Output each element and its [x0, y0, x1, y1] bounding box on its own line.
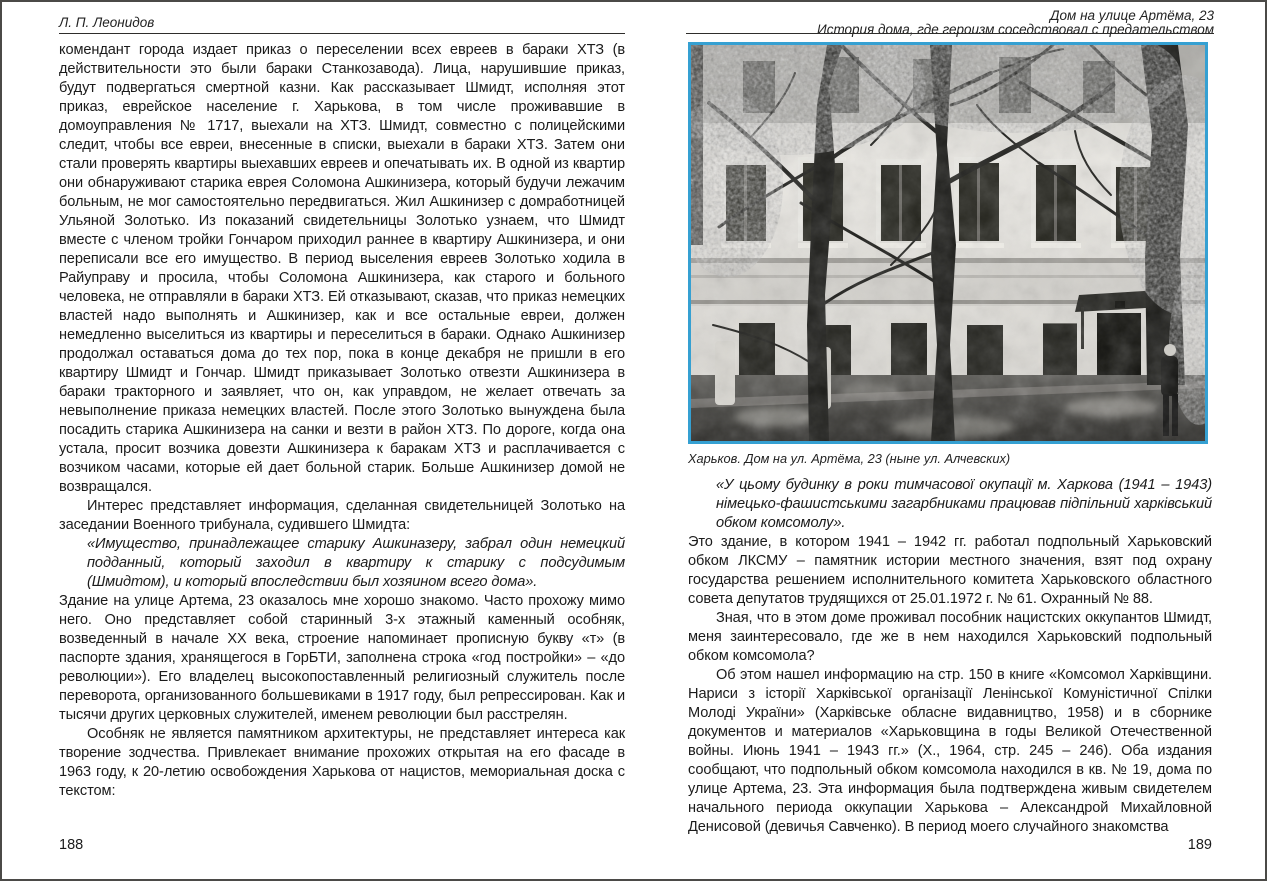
header-rule-right — [686, 33, 1214, 34]
paragraph: Особняк не является памятником архитектуры, не представляет интереса как творение зодчества. Привлекает внимание прохожих открытая на его фасаде в 1963 году, к 20-летию освобождения Харькова от нацистов, мемориальная доска с текстом: — [59, 726, 625, 799]
page-number-left: 188 — [59, 837, 84, 853]
paragraph: Интерес представляет информация, сделанная свидетельницей Золотько на заседании Военного трибунала, судившего Шмидта: — [59, 498, 625, 533]
house-photo — [691, 45, 1205, 441]
running-header-left: Л. П. Леонидов — [59, 15, 155, 30]
paragraph: комендант города издает приказ о переселении всех евреев в бараки ХТЗ (в действительности это были бараки Станкозавода). Лица, нарушившие приказ, будут подвергаться смертной казни. Как рассказывает Шмидт, исполняя этот приказ, еврейское население г. Харькова, в том числе проживавшие в домоуправления № 1717, выехали на ХТЗ. Шмидт, совместно с полицейскими следит, чтобы все евреи, внесенные в списки, выехали в бараки ХТЗ. Затем они стали проверять квартиры выехавших евреев и опечатывать их. В одной из квартир они обнаруживают старика еврея Соломона Ашкинизера, который будучи лежачим больным, не мог самостоятельно передвигаться. Жил Ашкинизер с домработницей Ульяной Золотько. Из показаний свидетельницы Золотько узнаем, что Шмидт вместе с членом тройки Гончаром приходил раннее в квартиру Ашкинизера, и они переписали все его имущество. В период выселения евреев Золотько ходила в Райуправу и просила, чтобы Соломона Ашкинизера, как старого и больного человека, не отправляли в бараки ХТЗ. Ей отказывают, сказав, что приказ немецких властей надо выполнять и Ашкинизер, как и все остальные евреи, должен немедленно выселиться из квартиры и переселиться в бараки. Однако Ашкинизер продолжал оставаться дома до тех пор, пока в конце декабря не пришли в его квартиру Шмидт и Гончар. Шмидт приказывает Золотько отвезти Ашкинизера в бараки тракторного и заявляет, что он, как управдом, не желает отвечать за невыполнение приказа немецких властей. После этого Золотько вынуждена была посадить старика Ашкинизера на санки и везти в район ХТЗ. По дороге, когда она устала, просит возчика довезти Ашкинизера к баракам ХТЗ и расплачивается с возчиком часами, которые ей дает больной старик. Больше Ашкинизер домой не возвращался. — [59, 42, 625, 495]
paragraph: Здание на улице Артема, 23 оказалось мне хорошо знакомо. Часто прохожу мимо него. Оно представляет собой старинный 3-х этажный каменный особняк, возведенный в начале ХХ века, строение напоминает прописную букву «т» (в паспорте здания, хранящегося в ГорБТИ, заполнена строка «год постройки» – «до революции»). Его владелец высокопоставленный религиозный служитель после переворота, организованного большевиками в 1917 году, был репрессирован. Как и тысячи других церковных служителей, именем революции был расстрелян. — [59, 593, 625, 723]
page-number-right: 189 — [1187, 837, 1212, 853]
header-rule-left — [59, 33, 625, 34]
left-page-text-column — [59, 41, 625, 801]
right-page-text-column — [688, 476, 1212, 837]
paragraph: Это здание, в котором 1941 – 1942 гг. работал подпольный Харьковский обком ЛКСМУ – памятник истории местного значения, взят под охрану государства решением исполнительного комитета Харьковского областного совета депутатов трудящихся от 25.01.1972 г. № 61. Охранный № 88. — [688, 534, 1212, 607]
photo-caption: Харьков. Дом на ул. Артёма, 23 (ныне ул. Алчевских) — [688, 451, 1011, 466]
photo-frame — [688, 42, 1208, 444]
block-quote: «У цьому будинку в роки тимчасової окупації м. Харкова (1941 – 1943) німецько-фашистськими загарбниками працював підпільний харківський обком комсомолу». — [716, 477, 1212, 531]
paragraph: Зная, что в этом доме проживал пособник нацистских оккупантов Шмидт, меня заинтересовало, где же в нем находился Харьковский подпольный обком комсомола? — [688, 610, 1212, 664]
block-quote: «Имущество, принадлежащее старику Ашкиназеру, забрал один немецкий подданный, который заходил в квартиру к старику с подсудимым (Шмидтом), и который впоследствии был хозяином всего дома». — [87, 536, 625, 590]
paragraph: Об этом нашел информацию на стр. 150 в книге «Комсомол Харківщини. Нариси з історії Харківської організації Ленінської Комуністичної Спілки Молоді України» (Харківське обласне видавництво, 1958) и в сборнике документов и материалов «Харьковщина в годы Великой Отечественной войны. Июнь 1941 – 1943 гг.» (Х., 1964, стр. 245 – 246). Оба издания сообщают, что подпольный обком комсомола находился в кв. № 19, дома по улице Артема, 23. Эта информация была подтверждена живым свидетелем начального периода оккупации Харькова – Александрой Михайловной Денисовой (девичья Савченко). В период моего случайного знакомства — [688, 667, 1212, 835]
running-header-line2: История дома, где героизм соседствовал с предательством — [817, 22, 1214, 37]
running-header-line1: Дом на улице Артёма, 23 — [1050, 8, 1214, 23]
